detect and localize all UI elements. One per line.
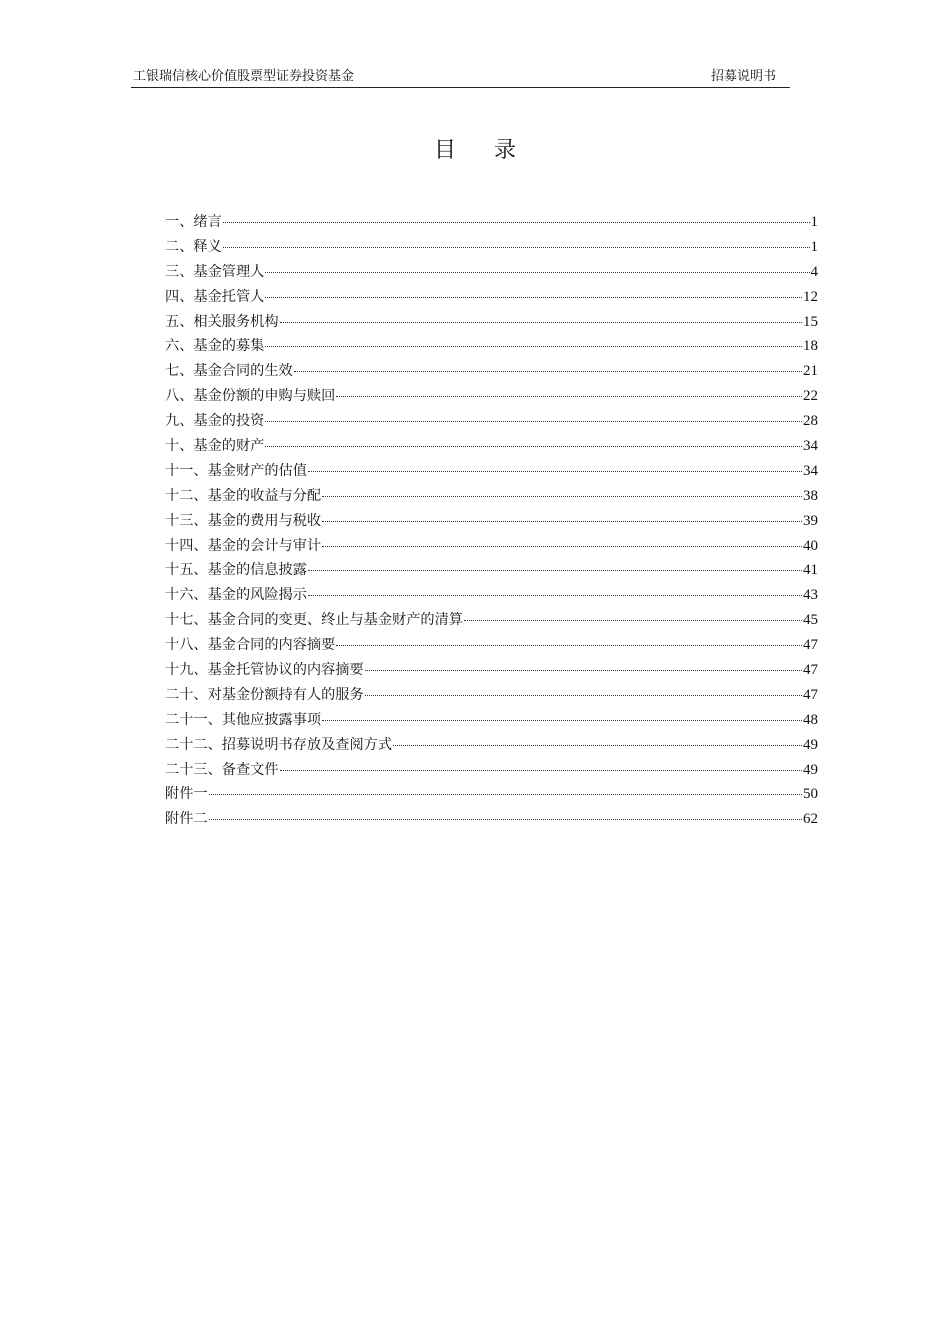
toc-dot-leader <box>308 570 802 571</box>
toc-entry[interactable] <box>165 807 818 832</box>
toc-entry-label: 三、基金管理人 <box>165 263 265 280</box>
toc-entry-page-number: 38 <box>803 487 818 504</box>
toc-entry[interactable] <box>165 583 818 608</box>
toc-entry-label: 六、基金的募集 <box>165 338 265 355</box>
toc-entry[interactable] <box>165 359 818 384</box>
toc-entry-page-number: 62 <box>803 811 818 828</box>
toc-dot-leader <box>365 670 802 671</box>
toc-entry[interactable] <box>165 558 818 583</box>
toc-dot-leader <box>223 247 810 248</box>
toc-entry-label: 一、绪言 <box>165 214 222 230</box>
toc-entry-label: 十一、基金财产的估值 <box>165 462 307 479</box>
toc-entry-page-number: 50 <box>803 786 818 803</box>
toc-entry-page-number: 41 <box>803 562 818 579</box>
toc-entry[interactable] <box>165 484 818 509</box>
toc-entry[interactable] <box>165 235 818 260</box>
toc-entry[interactable] <box>165 608 818 633</box>
toc-entry-label: 附件一 <box>165 786 208 803</box>
toc-dot-leader <box>336 645 802 646</box>
toc-entry-label: 附件二 <box>165 811 208 828</box>
toc-entry[interactable] <box>165 384 818 409</box>
toc-entry[interactable] <box>165 459 818 484</box>
toc-entry-page-number: 49 <box>803 761 818 778</box>
toc-entry[interactable] <box>165 409 818 434</box>
toc-dot-leader <box>280 770 802 771</box>
toc-entry[interactable] <box>165 683 818 708</box>
toc-entry[interactable] <box>165 658 818 683</box>
toc-entry-label: 二十三、备查文件 <box>165 761 279 778</box>
toc-dot-leader <box>265 446 802 447</box>
toc-dot-leader <box>308 471 802 472</box>
toc-entry[interactable] <box>165 509 818 534</box>
toc-entry[interactable] <box>165 708 818 733</box>
toc-entry-page-number: 28 <box>803 413 818 430</box>
toc-entry-page-number: 4 <box>810 263 818 280</box>
toc-entry[interactable] <box>165 758 818 783</box>
toc-entry-label: 二十一、其他应披露事项 <box>165 711 322 728</box>
toc-entry-page-number: 40 <box>803 537 818 554</box>
toc-entry-label: 十四、基金的会计与审计 <box>165 537 322 554</box>
toc-entry[interactable] <box>165 285 818 310</box>
toc-dot-leader <box>209 819 802 820</box>
toc-entry-page-number: 48 <box>803 711 818 728</box>
toc-entry-label: 二十、对基金份额持有人的服务 <box>165 686 364 703</box>
toc-dot-leader <box>265 297 802 298</box>
toc-entry[interactable] <box>165 210 818 235</box>
toc-dot-leader <box>265 346 802 347</box>
toc-entry-page-number: 22 <box>803 388 818 405</box>
toc-entry-label: 十五、基金的信息披露 <box>165 562 307 579</box>
toc-entry-label: 十八、基金合同的内容摘要 <box>165 637 336 654</box>
toc-entry-label: 十六、基金的风险揭示 <box>165 587 307 604</box>
toc-entry-page-number: 49 <box>803 736 818 753</box>
toc-dot-leader <box>280 322 802 323</box>
toc-dot-leader <box>265 421 802 422</box>
toc-entry-label: 四、基金托管人 <box>165 288 265 305</box>
toc-entry-page-number: 1 <box>810 238 818 255</box>
toc-entry-page-number: 21 <box>803 363 818 380</box>
toc-entry-label: 十二、基金的收益与分配 <box>165 487 322 504</box>
toc-dot-leader <box>322 521 802 522</box>
header-document-name: 工银瑞信核心价值股票型证券投资基金 <box>133 69 355 84</box>
toc-entry[interactable] <box>165 310 818 335</box>
toc-entry-label: 十、基金的财产 <box>165 438 265 455</box>
toc-dot-leader <box>464 620 802 621</box>
toc-dot-leader <box>322 496 802 497</box>
toc-dot-leader <box>308 595 802 596</box>
toc-entry[interactable] <box>165 534 818 559</box>
toc-entry-page-number: 1 <box>810 214 818 230</box>
toc-dot-leader <box>265 272 809 273</box>
toc-entry-label: 九、基金的投资 <box>165 413 265 430</box>
toc-dot-leader <box>294 371 802 372</box>
toc-title: 目录 <box>433 138 554 163</box>
toc-dot-leader <box>393 745 802 746</box>
toc-entry-label: 二、释义 <box>165 238 222 255</box>
toc-entry-page-number: 43 <box>803 587 818 604</box>
toc-entry-label: 八、基金份额的申购与赎回 <box>165 388 336 405</box>
toc-entry-label: 二十二、招募说明书存放及查阅方式 <box>165 736 393 753</box>
toc-entry[interactable] <box>165 434 818 459</box>
toc-entry-label: 十三、基金的费用与税收 <box>165 512 322 529</box>
toc-entry-label: 十九、基金托管协议的内容摘要 <box>165 662 364 679</box>
toc-dot-leader <box>209 794 802 795</box>
toc-entry[interactable] <box>165 633 818 658</box>
page-header <box>131 67 790 88</box>
toc-entry-label: 五、相关服务机构 <box>165 313 279 330</box>
toc-dot-leader <box>223 222 810 223</box>
toc-entry-page-number: 47 <box>803 686 818 703</box>
toc-entry-label: 七、基金合同的生效 <box>165 363 293 380</box>
toc-dot-leader <box>336 396 802 397</box>
toc-entry-page-number: 12 <box>803 288 818 305</box>
toc-dot-leader <box>322 720 802 721</box>
toc-entry[interactable] <box>165 782 818 807</box>
toc-entry-page-number: 34 <box>803 462 818 479</box>
toc-entry[interactable] <box>165 334 818 359</box>
toc-entry[interactable] <box>165 260 818 285</box>
table-of-contents <box>165 210 818 832</box>
toc-dot-leader <box>322 546 802 547</box>
toc-entry-page-number: 45 <box>803 612 818 629</box>
toc-entry-page-number: 15 <box>803 313 818 330</box>
toc-entry-page-number: 47 <box>803 637 818 654</box>
toc-entry[interactable] <box>165 733 818 758</box>
header-document-type: 招募说明书 <box>710 69 776 84</box>
toc-entry-page-number: 34 <box>803 438 818 455</box>
toc-entry-label: 十七、基金合同的变更、终止与基金财产的清算 <box>165 612 463 629</box>
toc-entry-page-number: 39 <box>803 512 818 529</box>
toc-entry-page-number: 47 <box>803 662 818 679</box>
toc-dot-leader <box>365 695 802 696</box>
toc-entry-page-number: 18 <box>803 338 818 355</box>
